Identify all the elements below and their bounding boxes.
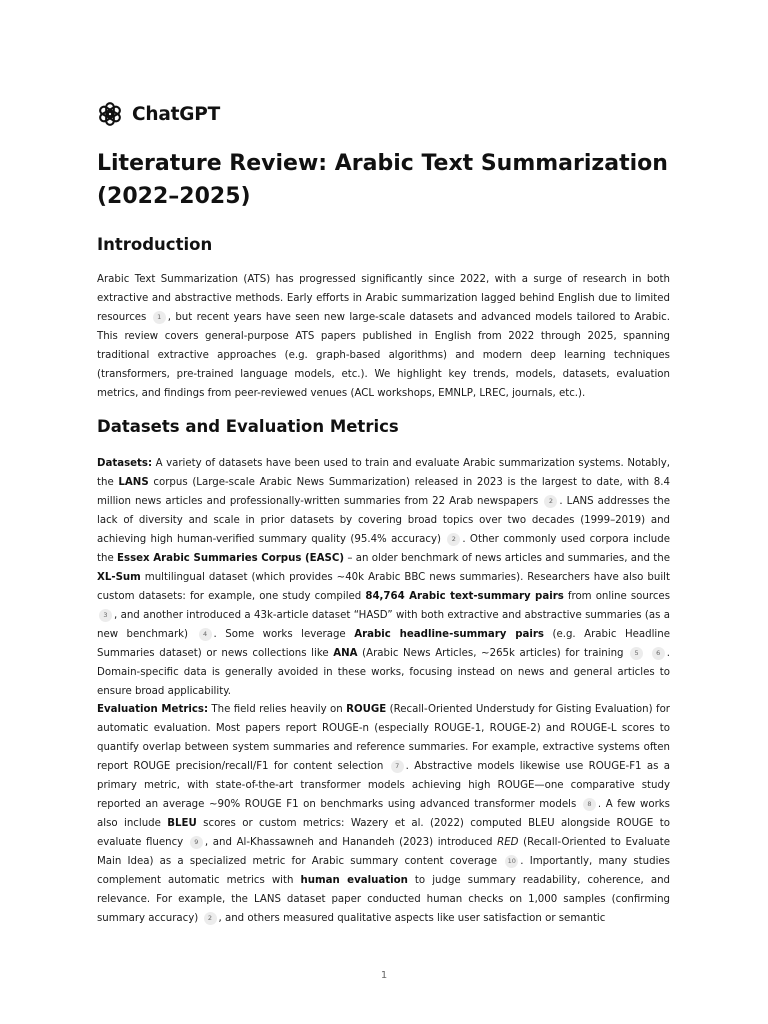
body-text: (Recall-Oriented Understudy for Gisting Evaluation) for automatic evaluation. Most papers report ROUGE-n (especially ROUGE-1, ROUGE-2) and ROUGE-L scores to quantify overlap between system summaries and reference summaries. For example, extractive systems often report ROUGE precision/recall/F1 for content selection bbox=[97, 704, 670, 772]
body-text: (e.g. Arabic Headline Summaries dataset) or news collections like bbox=[97, 629, 670, 659]
citation-badge[interactable]: 1 bbox=[153, 311, 166, 324]
citation-badge[interactable]: 5 bbox=[630, 647, 643, 660]
body-text: , and another introduced a 43k-article dataset “HASD” with both extractive and abstractive summaries (as a new benchmark) bbox=[97, 610, 670, 640]
citation-badge[interactable]: 2 bbox=[544, 495, 557, 508]
citation-badge[interactable]: 9 bbox=[190, 836, 203, 849]
body-text: corpus (Large-scale Arabic News Summarization) released in 2023 is the largest to date, with 8.4 million news articles and professionally-written summaries from 22 Arab newspapers bbox=[97, 477, 670, 507]
body-text: . Some works leverage bbox=[213, 629, 355, 640]
body-text: – an older benchmark of news articles and summaries, and the bbox=[344, 553, 670, 564]
body-text: . Other commonly used corpora include the bbox=[97, 534, 670, 564]
citation-badge[interactable]: 8 bbox=[583, 798, 596, 811]
bold-term: Essex Arabic Summaries Corpus (EASC) bbox=[117, 553, 344, 564]
bold-term: BLEU bbox=[167, 818, 197, 829]
bold-term: Arabic headline-summary pairs bbox=[354, 629, 544, 640]
italic-term: RED bbox=[497, 837, 519, 848]
bold-term: ANA bbox=[333, 648, 358, 659]
introduction-heading: Introduction bbox=[97, 235, 213, 254]
bold-term: XL-Sum bbox=[97, 572, 141, 583]
bold-term: ROUGE bbox=[346, 704, 387, 715]
body-text: scores or custom metrics: Wazery et al. (2022) computed BLEU alongside ROUGE to evaluate fluency bbox=[97, 818, 670, 848]
body-text: from online sources bbox=[563, 591, 671, 602]
citation-badge[interactable]: 3 bbox=[99, 609, 112, 622]
bold-term: human evaluation bbox=[300, 875, 408, 886]
bold-term: 84,764 Arabic text-summary pairs bbox=[365, 591, 564, 602]
citation-badge[interactable]: 7 bbox=[391, 760, 404, 773]
body-text: (Recall-Oriented to Evaluate Main Idea) as a specialized metric for Arabic summary content coverage bbox=[97, 837, 670, 867]
datasets-metrics-heading: Datasets and Evaluation Metrics bbox=[97, 417, 399, 436]
body-text: . Importantly, many studies complement automatic metrics with bbox=[97, 856, 670, 886]
datasets-paragraph bbox=[97, 454, 670, 701]
openai-logo-icon bbox=[97, 101, 123, 127]
body-text: , and others measured qualitative aspects like user satisfaction or semantic bbox=[218, 913, 606, 924]
intro-text: , but recent years have seen new large-scale datasets and advanced models tailored to Arabic. This review covers general-purpose ATS papers published in English from 2022 through 2025, spanning traditional extractive approaches (e.g. graph-based algorithms) and modern deep learning techniques (transformers, pre-trained language models, etc.). We highlight key trends, models, datasets, evaluation metrics, and findings from peer-reviewed venues (ACL workshops, EMNLP, LREC, journals, etc.). bbox=[97, 312, 670, 399]
body-text: . Domain-specific data is generally avoided in these works, focusing instead on news and general articles to ensure broad applicability. bbox=[97, 648, 670, 697]
citation-badge[interactable]: 2 bbox=[447, 533, 460, 546]
metrics-label: Evaluation Metrics: bbox=[97, 704, 209, 715]
introduction-paragraph bbox=[97, 270, 670, 403]
metrics-paragraph bbox=[97, 700, 670, 928]
body-text: . Abstractive models likewise use ROUGE-F1 as a primary metric, with state-of-the-art transformer models achieving high ROUGE—one comparative study reported an average ~90% ROUGE F1 on benchmarks using advanced transformer models bbox=[97, 761, 670, 810]
citation-badge[interactable]: 6 bbox=[652, 647, 665, 660]
body-text: , and Al-Khassawneh and Hanandeh (2023) introduced bbox=[204, 837, 498, 848]
body-text: . A few works also include bbox=[97, 799, 670, 829]
body-text: The field relies heavily on bbox=[208, 704, 347, 715]
body-text: A variety of datasets have been used to train and evaluate Arabic summarization systems. Notably, the bbox=[97, 458, 670, 488]
body-text: to judge summary readability, coherence, and relevance. For example, the LANS dataset paper conducted human checks on 1,000 samples (confirming summary accuracy) bbox=[97, 875, 670, 924]
citation-badge[interactable]: 2 bbox=[204, 912, 217, 925]
body-text: (Arabic News Articles, ~265k articles) for training bbox=[357, 648, 624, 659]
body-text: . LANS addresses the lack of diversity and scale in prior datasets by covering broad topics over two decades (1999–2019) and achieving high human-verified summary quality (95.4% accuracy) bbox=[97, 496, 670, 545]
document-title: Literature Review: Arabic Text Summarization (2022–2025) bbox=[97, 151, 668, 209]
citation-badge[interactable]: 4 bbox=[199, 628, 212, 641]
brand-header bbox=[97, 101, 220, 127]
body-text: multilingual dataset (which provides ~40k Arabic BBC news summaries). Researchers have also built custom datasets: for example, one study compiled bbox=[97, 572, 670, 602]
page-number: 1 bbox=[380, 970, 388, 981]
citation-badge[interactable]: 10 bbox=[505, 855, 518, 868]
intro-text: Arabic Text Summarization (ATS) has progressed significantly since 2022, with a surge of research in both extractive and abstractive methods. Early efforts in Arabic summarization lagged behind English due to limited resources bbox=[97, 274, 670, 323]
bold-term: LANS bbox=[118, 477, 149, 488]
datasets-label: Datasets: bbox=[97, 458, 153, 469]
brand-name: ChatGPT bbox=[132, 103, 221, 125]
